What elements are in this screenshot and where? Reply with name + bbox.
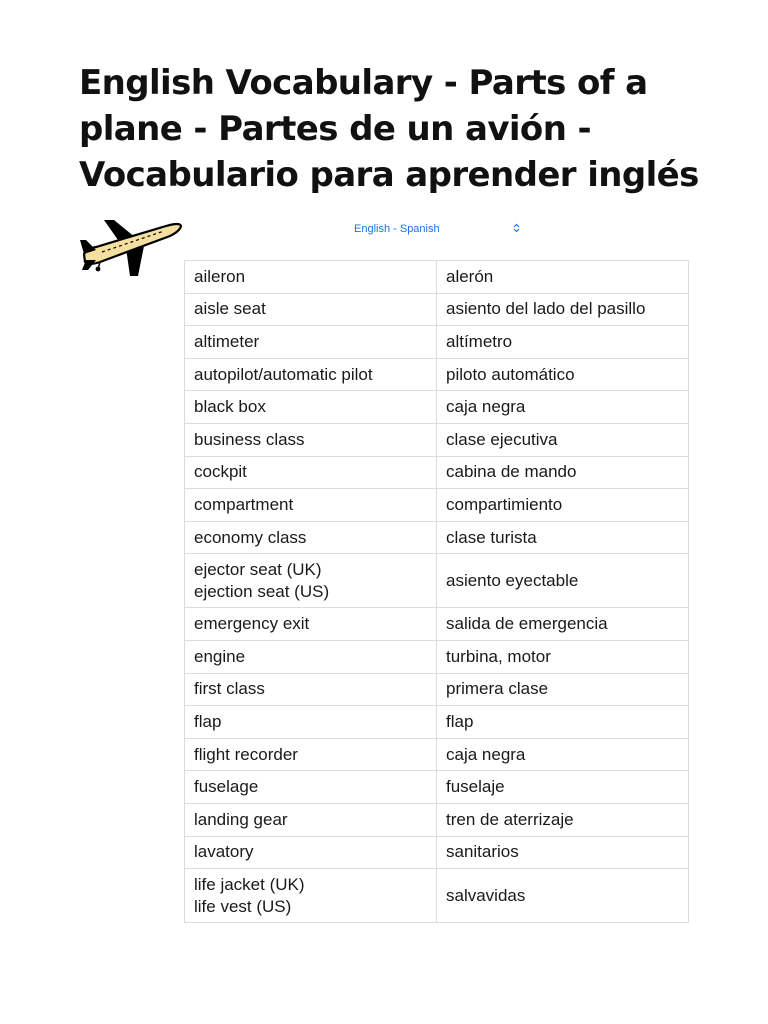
english-term-cell xyxy=(185,358,437,391)
table-row xyxy=(185,489,689,522)
english-term-cell xyxy=(185,608,437,641)
spanish-term: altímetro xyxy=(437,326,689,359)
table-row xyxy=(185,836,689,869)
spanish-term: compartimiento xyxy=(437,489,689,522)
english-term: life vest (US) xyxy=(194,896,292,916)
english-term: emergency exit xyxy=(194,614,310,634)
table-row xyxy=(185,869,689,923)
table-row xyxy=(185,391,689,424)
english-term: aileron xyxy=(194,266,246,286)
spanish-term: alerón xyxy=(437,261,689,294)
english-term: fuselage xyxy=(194,777,259,797)
english-term: business class xyxy=(194,429,305,449)
english-term: flight recorder xyxy=(194,744,298,764)
english-term: flap xyxy=(194,711,222,731)
table-row xyxy=(185,771,689,804)
table-row xyxy=(185,738,689,771)
spanish-term: salida de emergencia xyxy=(437,608,689,641)
table-row xyxy=(185,554,689,608)
spanish-term: sanitarios xyxy=(437,836,689,869)
english-term: autopilot/automatic pilot xyxy=(194,364,373,384)
english-term-cell xyxy=(185,869,437,923)
table-row xyxy=(185,456,689,489)
table-row xyxy=(185,673,689,706)
english-term-cell xyxy=(185,391,437,424)
table-row xyxy=(185,293,689,326)
table-row xyxy=(185,326,689,359)
english-term-cell xyxy=(185,738,437,771)
english-term: altimeter xyxy=(194,331,260,351)
english-term-cell xyxy=(185,423,437,456)
spanish-term: clase ejecutiva xyxy=(437,423,689,456)
english-term-cell xyxy=(185,521,437,554)
spanish-term: fuselaje xyxy=(437,771,689,804)
english-term-cell xyxy=(185,261,437,294)
english-term: ejection seat (US) xyxy=(194,581,330,601)
english-term-cell xyxy=(185,803,437,836)
english-term: aisle seat xyxy=(194,299,266,319)
spanish-term: turbina, motor xyxy=(437,640,689,673)
table-row xyxy=(185,803,689,836)
english-term-cell xyxy=(185,554,437,608)
english-term-cell xyxy=(185,326,437,359)
spanish-term: caja negra xyxy=(437,738,689,771)
language-pair-select[interactable] xyxy=(354,221,524,237)
english-term: ejector seat (UK) xyxy=(194,559,322,579)
spanish-term: salvavidas xyxy=(437,869,689,923)
english-term: first class xyxy=(194,679,265,699)
page-title: English Vocabulary - Parts of a plane - Partes de un avión - Vocabulario para aprender inglés xyxy=(79,63,699,195)
spanish-term: primera clase xyxy=(437,673,689,706)
table-row xyxy=(185,521,689,554)
english-term: economy class xyxy=(194,527,307,547)
english-term: black box xyxy=(194,397,266,417)
english-term: landing gear xyxy=(194,809,288,829)
table-row xyxy=(185,423,689,456)
english-term-cell xyxy=(185,706,437,739)
table-row xyxy=(185,358,689,391)
english-term-cell xyxy=(185,771,437,804)
spanish-term: asiento eyectable xyxy=(437,554,689,608)
spanish-term: piloto automático xyxy=(437,358,689,391)
english-term-cell xyxy=(185,489,437,522)
table-row xyxy=(185,261,689,294)
english-term-cell xyxy=(185,456,437,489)
english-term: life jacket (UK) xyxy=(194,874,305,894)
spanish-term: asiento del lado del pasillo xyxy=(437,293,689,326)
english-term: compartment xyxy=(194,494,294,514)
spanish-term: cabina de mando xyxy=(437,456,689,489)
spanish-term: tren de aterrizaje xyxy=(437,803,689,836)
language-pair-selected: English - Spanish xyxy=(354,223,440,235)
spanish-term: caja negra xyxy=(437,391,689,424)
table-row xyxy=(185,608,689,641)
table-row xyxy=(185,640,689,673)
english-term-cell xyxy=(185,640,437,673)
english-term-cell xyxy=(185,673,437,706)
chevron-updown-icon xyxy=(513,223,520,236)
english-term: engine xyxy=(194,646,246,666)
table-row xyxy=(185,706,689,739)
airplane-icon xyxy=(78,214,184,278)
english-term: cockpit xyxy=(194,462,247,482)
english-term: lavatory xyxy=(194,842,254,862)
spanish-term: flap xyxy=(437,706,689,739)
vocabulary-table xyxy=(184,260,689,923)
english-term-cell xyxy=(185,293,437,326)
spanish-term: clase turista xyxy=(437,521,689,554)
english-term-cell xyxy=(185,836,437,869)
